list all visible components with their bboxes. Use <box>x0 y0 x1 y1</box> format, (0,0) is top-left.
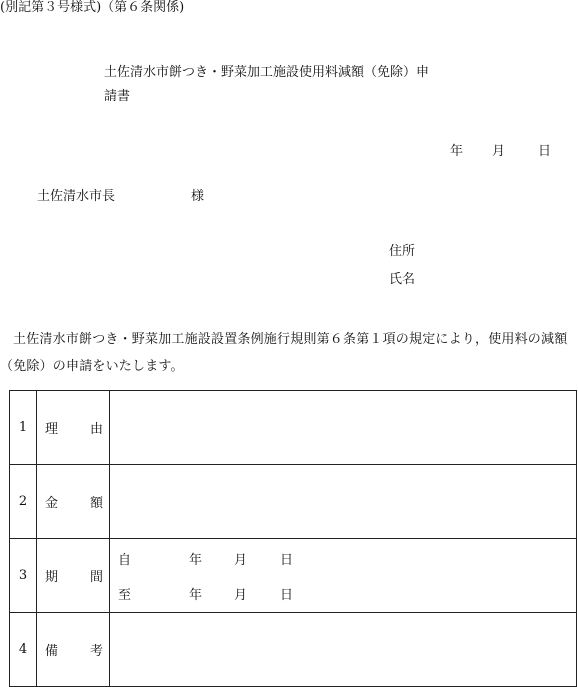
period-to-month: 月 <box>234 587 248 603</box>
document-title-line-1: 土佐清水市餅つき・野菜加工施設使用料減額（免除）申 <box>104 65 430 80</box>
row-label <box>37 465 110 539</box>
reason-field[interactable] <box>110 391 577 465</box>
period-from-month: 月 <box>234 552 248 568</box>
addressee-honorific: 様 <box>191 189 205 204</box>
period-to-year: 年 <box>189 587 203 603</box>
period-to-day: 日 <box>280 587 294 603</box>
amount-field[interactable] <box>110 465 577 539</box>
period-from-day: 日 <box>280 552 294 568</box>
row-label-char-1: 金 <box>45 496 59 511</box>
row-label <box>37 539 110 613</box>
table-row-amount <box>10 465 577 539</box>
form-identifier: (別記第３号様式)（第６条関係) <box>0 0 185 15</box>
date-month-label: 月 <box>492 144 506 159</box>
applicant-address-label: 住所 <box>389 244 416 259</box>
row-label-char-1: 期 <box>45 570 59 585</box>
date-day-label: 日 <box>538 144 552 159</box>
date-year-label: 年 <box>450 144 464 159</box>
period-from-year: 年 <box>189 552 203 568</box>
row-label-char-1: 備 <box>45 644 59 659</box>
row-label-char-2: 考 <box>89 644 103 659</box>
period-from-prefix: 自 <box>118 552 132 568</box>
table-row-reason <box>10 391 577 465</box>
row-number: 4 <box>10 613 37 687</box>
period-to <box>110 585 576 601</box>
addressee <box>37 190 204 203</box>
row-number: 3 <box>10 539 37 613</box>
table-row-remarks <box>10 613 577 687</box>
remarks-field[interactable] <box>110 613 577 687</box>
addressee-name: 土佐清水市長 <box>37 189 116 204</box>
row-label <box>37 613 110 687</box>
document-title-line-2: 請書 <box>104 89 131 104</box>
period-from <box>110 550 576 566</box>
period-field[interactable] <box>110 539 577 613</box>
row-number: 1 <box>10 391 37 465</box>
row-label-char-1: 理 <box>45 422 59 437</box>
row-number: 2 <box>10 465 37 539</box>
application-details-table <box>9 390 577 687</box>
row-label-char-2: 額 <box>89 496 103 511</box>
period-to-prefix: 至 <box>118 587 132 603</box>
applicant-name-label: 氏名 <box>389 272 416 287</box>
application-statement: 土佐清水市餅つき・野菜加工施設設置条例施行規則第６条第１項の規定により，使用料の減額（免除）の申請をいたします。 <box>0 332 568 374</box>
row-label-char-2: 間 <box>89 570 103 585</box>
table-row-period <box>10 539 577 613</box>
document-title <box>104 66 429 103</box>
row-label-char-2: 由 <box>89 422 103 437</box>
application-date <box>450 145 551 158</box>
row-label <box>37 391 110 465</box>
